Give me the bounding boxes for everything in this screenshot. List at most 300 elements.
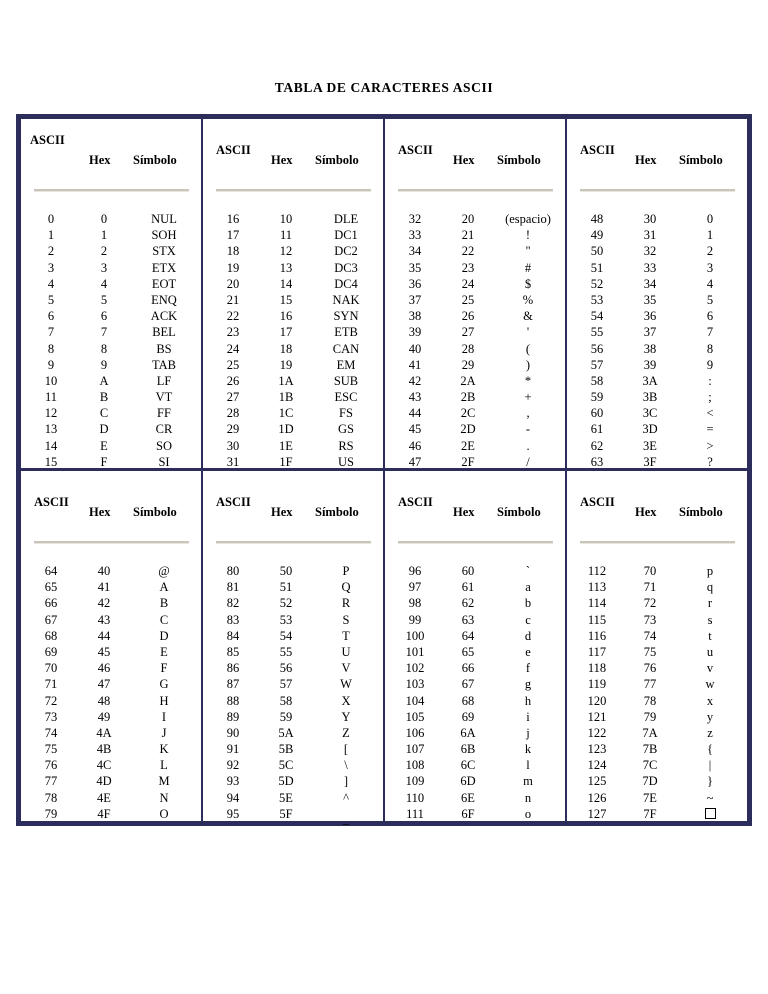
cell-decimal: 60 (590, 406, 604, 421)
table-row (567, 757, 747, 773)
cell-decimal: 9 (47, 357, 55, 372)
table-row (567, 341, 747, 357)
cell-hex: 60 (461, 564, 475, 578)
cell-hex: 40 (97, 564, 111, 578)
table-row (567, 357, 747, 373)
table-row (21, 421, 201, 437)
cell-decimal: 26 (226, 373, 240, 388)
cell-hex: 5D (278, 774, 294, 789)
cell-symbol: @ (158, 564, 170, 578)
cell-decimal: 126 (587, 790, 607, 805)
header-rule (580, 541, 735, 544)
cell-symbol: DLE (333, 212, 359, 226)
table-row (203, 612, 383, 628)
cell-hex: 2B (460, 390, 476, 405)
table-row (203, 454, 383, 470)
cell-decimal: 125 (587, 774, 607, 789)
column-header-simbolo: Símbolo (497, 505, 541, 519)
table-row (567, 438, 747, 454)
cell-symbol: l (526, 758, 530, 773)
cell-hex: 36 (643, 309, 657, 324)
cell-decimal: 118 (587, 661, 607, 676)
cell-symbol: F (160, 661, 168, 676)
cell-hex: 69 (461, 709, 475, 724)
cell-hex: 49 (97, 709, 111, 724)
cell-symbol: ^ (343, 790, 349, 805)
cell-hex: 26 (461, 309, 475, 324)
cell-decimal: 69 (44, 644, 58, 659)
table-row (567, 211, 747, 227)
column-header-hex: Hex (453, 153, 475, 167)
cell-hex: 22 (461, 244, 475, 259)
table-row (385, 276, 565, 292)
cell-hex: 78 (643, 693, 657, 708)
cell-symbol: SI (158, 454, 170, 469)
cell-hex: 34 (643, 276, 657, 291)
cell-symbol: ~ (706, 790, 714, 805)
cell-symbol: 8 (706, 341, 714, 356)
cell-symbol: C (159, 612, 169, 627)
cell-decimal: 7 (47, 325, 55, 340)
cell-symbol: Z (342, 725, 350, 740)
cell-hex: 3F (643, 454, 657, 469)
ascii-block-block-96-111 (383, 471, 565, 821)
cell-symbol: 3 (706, 260, 714, 275)
block-rows (203, 211, 383, 470)
cell-decimal: 74 (44, 725, 58, 740)
cell-symbol: BS (156, 341, 172, 356)
table-row (567, 389, 747, 405)
table-row (203, 563, 383, 579)
table-row (203, 757, 383, 773)
cell-hex: 64 (461, 628, 475, 643)
cell-hex: 1E (279, 438, 293, 453)
cell-decimal: 15 (44, 454, 58, 469)
ascii-block-block-0-15 (21, 119, 201, 468)
table-row (21, 790, 201, 806)
column-header-ascii: ASCII (580, 143, 615, 157)
cell-decimal: 87 (226, 677, 240, 692)
header-rule (34, 189, 189, 192)
cell-symbol: k (524, 742, 532, 757)
table-row (385, 373, 565, 389)
cell-hex: E (100, 438, 108, 453)
table-row (385, 773, 565, 789)
cell-decimal: 31 (226, 454, 240, 469)
cell-hex: 4B (96, 742, 112, 757)
cell-hex: 5C (278, 758, 294, 773)
table-row (203, 676, 383, 692)
table-row (21, 660, 201, 676)
cell-hex: 1F (279, 454, 293, 469)
cell-decimal: 127 (587, 806, 607, 821)
cell-hex: 6C (460, 758, 476, 773)
table-row (385, 421, 565, 437)
table-row (203, 260, 383, 276)
cell-symbol: TAB (152, 357, 176, 372)
cell-symbol: t (708, 628, 712, 643)
cell-symbol: a (525, 580, 531, 595)
cell-decimal: 99 (408, 612, 422, 627)
cell-hex: 15 (279, 292, 293, 307)
cell-symbol: VT (155, 390, 173, 405)
cell-hex: 47 (97, 677, 111, 692)
cell-symbol: US (338, 454, 354, 469)
cell-hex: 28 (461, 341, 475, 356)
cell-decimal: 76 (44, 758, 58, 773)
cell-symbol: - (525, 422, 531, 437)
cell-hex: 48 (97, 693, 111, 708)
cell-decimal: 28 (226, 406, 240, 421)
cell-decimal: 75 (44, 742, 58, 757)
cell-symbol: " (525, 244, 531, 259)
cell-decimal: 111 (406, 806, 424, 821)
table-row (385, 405, 565, 421)
column-header-simbolo: Símbolo (133, 505, 177, 519)
header-rule (398, 189, 553, 192)
cell-decimal: 17 (226, 228, 240, 243)
cell-symbol: \ (344, 758, 348, 773)
table-row (385, 563, 565, 579)
ascii-block-block-32-47 (383, 119, 565, 468)
cell-hex: 50 (279, 564, 293, 578)
cell-symbol: H (159, 693, 169, 708)
table-row (203, 405, 383, 421)
cell-decimal: 108 (405, 758, 425, 773)
table-row (567, 644, 747, 660)
cell-symbol: 5 (706, 292, 714, 307)
cell-decimal: 117 (587, 644, 607, 659)
cell-hex: 11 (279, 228, 293, 243)
table-row (385, 806, 565, 822)
column-header-simbolo: Símbolo (315, 505, 359, 519)
cell-decimal: 20 (226, 276, 240, 291)
cell-hex: 55 (279, 644, 293, 659)
table-row (385, 628, 565, 644)
cell-decimal: 40 (408, 341, 422, 356)
cell-decimal: 14 (44, 438, 58, 453)
cell-decimal: 36 (408, 276, 422, 291)
cell-decimal: 104 (405, 693, 425, 708)
cell-decimal: 24 (226, 341, 240, 356)
cell-hex: 3B (642, 390, 658, 405)
cell-decimal: 96 (408, 564, 422, 578)
table-row (385, 292, 565, 308)
table-row (567, 308, 747, 324)
table-row (21, 227, 201, 243)
cell-symbol: I (161, 709, 167, 724)
block-header (567, 471, 747, 529)
cell-symbol: j (526, 725, 530, 740)
cell-symbol: B (159, 596, 169, 611)
cell-symbol: b (524, 596, 532, 611)
cell-decimal: 8 (47, 341, 55, 356)
cell-symbol: s (707, 612, 713, 627)
cell-hex: 8 (100, 341, 108, 356)
block-header (567, 119, 747, 177)
cell-symbol: S (342, 612, 350, 627)
cell-hex: 1D (278, 422, 294, 437)
cell-decimal: 62 (590, 438, 604, 453)
table-row (203, 324, 383, 340)
cell-symbol: R (341, 596, 351, 611)
cell-symbol: L (160, 758, 168, 773)
cell-decimal: 100 (405, 628, 425, 643)
cell-hex: 73 (643, 612, 657, 627)
cell-symbol: { (707, 742, 713, 757)
cell-hex: 3D (642, 422, 658, 437)
cell-symbol: FF (157, 406, 171, 421)
block-header (203, 119, 383, 177)
column-header-ascii: ASCII (30, 133, 65, 147)
table-row (567, 725, 747, 741)
column-header-ascii: ASCII (34, 495, 69, 509)
cell-symbol: A (159, 580, 169, 595)
cell-hex: 4F (97, 806, 111, 821)
table-row (203, 357, 383, 373)
cell-symbol: ' (526, 325, 530, 340)
column-header-simbolo: Símbolo (679, 153, 723, 167)
cell-decimal: 59 (590, 390, 604, 405)
cell-decimal: 94 (226, 790, 240, 805)
cell-hex: 7D (642, 774, 658, 789)
cell-decimal: 52 (590, 276, 604, 291)
table-row (567, 373, 747, 389)
cell-symbol: [ (343, 742, 349, 757)
ascii-table-frame (16, 114, 752, 826)
cell-symbol-glyph: _ (342, 811, 350, 826)
cell-symbol: u (706, 644, 714, 659)
cell-decimal: 70 (44, 661, 58, 676)
cell-hex: 4 (100, 276, 108, 291)
column-header-hex: Hex (89, 505, 111, 519)
table-row (21, 389, 201, 405)
header-rule (216, 541, 371, 544)
table-row (21, 308, 201, 324)
column-header-hex: Hex (635, 505, 657, 519)
cell-hex: 71 (643, 580, 657, 595)
table-row (385, 260, 565, 276)
cell-decimal: 90 (226, 725, 240, 740)
table-row (385, 438, 565, 454)
cell-symbol: & (523, 309, 533, 324)
table-row (567, 260, 747, 276)
block-header (385, 471, 565, 529)
cell-hex: 39 (643, 357, 657, 372)
table-half-bottom (21, 471, 747, 826)
cell-decimal: 91 (226, 742, 240, 757)
cell-symbol: i (526, 709, 530, 724)
cell-hex: 1C (278, 406, 294, 421)
cell-hex: 68 (461, 693, 475, 708)
cell-decimal: 55 (590, 325, 604, 340)
cell-hex: 5B (278, 742, 294, 757)
cell-hex: 45 (97, 644, 111, 659)
column-header-hex: Hex (271, 153, 293, 167)
cell-hex: 67 (461, 677, 475, 692)
table-row (567, 292, 747, 308)
cell-symbol: z (707, 725, 713, 740)
cell-symbol: G (159, 677, 169, 692)
ascii-block-block-16-31 (201, 119, 383, 468)
table-row (385, 693, 565, 709)
header-rule (580, 189, 735, 192)
cell-hex: 12 (279, 244, 293, 259)
cell-hex: 25 (461, 292, 475, 307)
cell-hex: 4D (96, 774, 112, 789)
cell-hex: 3 (100, 260, 108, 275)
cell-hex: 79 (643, 709, 657, 724)
cell-hex: 6 (100, 309, 108, 324)
cell-decimal: 78 (44, 790, 58, 805)
block-header (203, 471, 383, 529)
cell-hex: 2 (100, 244, 108, 259)
column-header-hex: Hex (271, 505, 293, 519)
table-row (21, 757, 201, 773)
cell-symbol: w (705, 677, 715, 692)
table-row (203, 806, 383, 826)
table-row (21, 563, 201, 579)
cell-decimal: 35 (408, 260, 422, 275)
cell-symbol: q (706, 580, 714, 595)
table-row (21, 292, 201, 308)
cell-decimal: 116 (587, 628, 607, 643)
cell-decimal: 61 (590, 422, 604, 437)
cell-decimal: 5 (47, 292, 55, 307)
cell-hex: 6A (460, 725, 476, 740)
ascii-block-block-80-95 (201, 471, 383, 826)
cell-symbol: DC2 (334, 244, 358, 259)
cell-decimal: 53 (590, 292, 604, 307)
table-row (21, 357, 201, 373)
cell-decimal: 65 (44, 580, 58, 595)
block-rows (567, 211, 747, 470)
page-title: TABLA DE CARACTERES ASCII (274, 80, 494, 95)
cell-decimal: 33 (408, 228, 422, 243)
cell-decimal: 73 (44, 709, 58, 724)
cell-decimal: 21 (226, 292, 240, 307)
table-row (203, 725, 383, 741)
cell-decimal: 89 (226, 709, 240, 724)
cell-hex: 5E (279, 790, 293, 805)
cell-symbol: , (526, 406, 530, 421)
cell-decimal: 32 (408, 212, 422, 226)
table-half-top (21, 119, 747, 471)
cell-hex: 42 (97, 596, 111, 611)
cell-symbol: ENQ (151, 292, 177, 307)
cell-hex: 32 (643, 244, 657, 259)
cell-hex: 7A (642, 725, 658, 740)
cell-hex: 63 (461, 612, 475, 627)
cell-decimal: 71 (44, 677, 58, 692)
column-header-simbolo: Símbolo (133, 153, 177, 167)
table-row (203, 389, 383, 405)
table-row (203, 276, 383, 292)
cell-hex: 72 (643, 596, 657, 611)
cell-hex: 38 (643, 341, 657, 356)
cell-decimal: 30 (226, 438, 240, 453)
cell-decimal: 81 (226, 580, 240, 595)
cell-hex: 61 (461, 580, 475, 595)
header-rule (216, 189, 371, 192)
cell-decimal: 121 (587, 709, 607, 724)
cell-decimal: 123 (587, 742, 607, 757)
cell-decimal: 79 (44, 806, 58, 821)
column-header-hex: Hex (453, 505, 475, 519)
table-row (385, 709, 565, 725)
cell-symbol: W (340, 677, 352, 692)
header-rule (34, 541, 189, 544)
cell-symbol: SOH (151, 228, 177, 243)
table-row (567, 563, 747, 579)
table-row (385, 660, 565, 676)
cell-hex: 19 (279, 357, 293, 372)
cell-decimal: 68 (44, 628, 58, 643)
table-row (21, 676, 201, 692)
cell-symbol: m (523, 774, 533, 789)
cell-symbol: % (522, 292, 534, 307)
cell-symbol: < (706, 406, 714, 421)
block-rows (203, 563, 383, 826)
ascii-block-block-64-79 (21, 471, 201, 821)
table-row (567, 227, 747, 243)
cell-symbol: NUL (151, 212, 177, 226)
cell-symbol: = (706, 422, 714, 437)
cell-symbol: CAN (332, 341, 360, 356)
table-row (21, 405, 201, 421)
cell-decimal: 47 (408, 454, 422, 469)
cell-symbol: > (706, 438, 714, 453)
table-row (21, 211, 201, 227)
table-row (385, 644, 565, 660)
cell-symbol: $ (524, 276, 532, 291)
cell-hex: 6D (460, 774, 476, 789)
cell-hex: A (99, 373, 109, 388)
cell-hex: 58 (279, 693, 293, 708)
cell-decimal: 56 (590, 341, 604, 356)
cell-hex: 27 (461, 325, 475, 340)
cell-symbol: / (526, 454, 530, 469)
cell-hex: 70 (643, 564, 657, 578)
table-row (567, 741, 747, 757)
cell-decimal: 2 (47, 244, 55, 259)
cell-decimal: 80 (226, 564, 240, 578)
cell-decimal: 22 (226, 309, 240, 324)
cell-decimal: 19 (226, 260, 240, 275)
cell-decimal: 82 (226, 596, 240, 611)
block-header (21, 119, 201, 177)
cell-decimal: 4 (47, 276, 55, 291)
cell-symbol: ETX (151, 260, 177, 275)
table-row (385, 389, 565, 405)
cell-hex: 6B (460, 742, 476, 757)
cell-symbol: ; (708, 390, 712, 405)
table-row (21, 595, 201, 611)
cell-decimal: 54 (590, 309, 604, 324)
cell-symbol: x (706, 693, 714, 708)
table-row (567, 693, 747, 709)
table-row (21, 243, 201, 259)
cell-hex: 18 (279, 341, 293, 356)
cell-decimal: 84 (226, 628, 240, 643)
table-row (203, 373, 383, 389)
cell-hex: 30 (643, 212, 657, 226)
cell-symbol: r (707, 596, 713, 611)
cell-symbol: ETB (334, 325, 358, 340)
header-rule (398, 541, 553, 544)
cell-symbol: 9 (706, 357, 714, 372)
cell-hex: 3A (642, 373, 658, 388)
